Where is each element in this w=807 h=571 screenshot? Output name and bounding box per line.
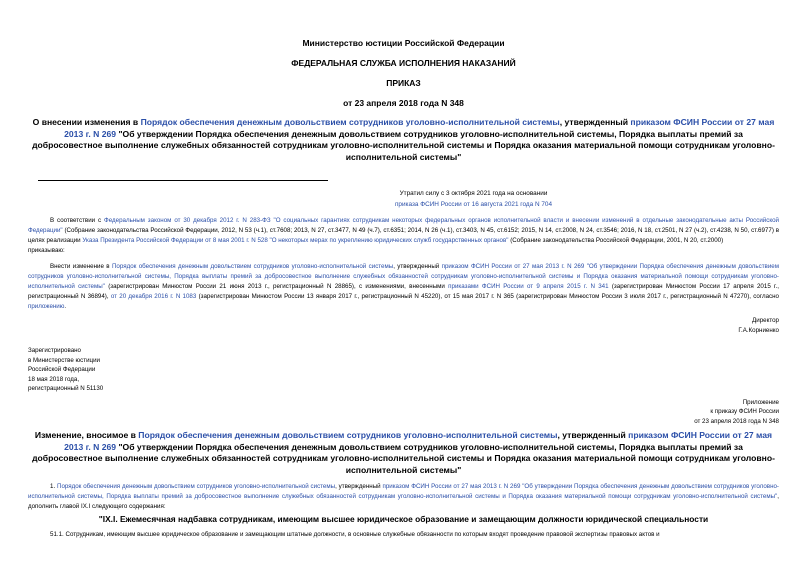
ministry-heading: Министерство юстиции Российской Федерации xyxy=(302,38,505,48)
title-link-order-269[interactable]: приказом ФСИН России от 27 мая 2013 г. N 269 xyxy=(64,117,775,139)
doc-type-heading: ПРИКАЗ xyxy=(386,78,421,88)
change-title-text-1: Изменение, вносимое в xyxy=(34,430,139,441)
signature-position: Директор xyxy=(752,317,779,324)
body-text-2: , утвержденный xyxy=(393,263,442,270)
change-title-text-2: , утвержденный xyxy=(557,430,629,441)
appendix-block xyxy=(28,398,779,427)
body-text-1: Внести изменение в xyxy=(50,263,112,270)
lost-force-text: Утратил силу с 3 октября 2021 года на основании xyxy=(399,190,548,197)
point-1-text-2: , утвержденный xyxy=(335,483,383,491)
preamble-text-1: В соответствии с xyxy=(50,217,105,224)
body-link-order-1083[interactable]: от 20 декабря 2016 г. N 1083 xyxy=(110,293,197,300)
point-1-paragraph xyxy=(28,482,779,512)
registration-line: Зарегистрировано xyxy=(28,347,81,354)
body-text-3: (зарегистрирован Минюстом России 21 июня 2013 г., регистрационный N 28865), с изменениями, внесенными xyxy=(104,283,449,290)
appendix-date: от 23 апреля 2018 года N 348 xyxy=(694,417,779,425)
preamble-link-federal-law[interactable]: Федеральным законом от 30 декабря 2012 г. N 283-ФЗ "О социальных гарантиях сотрудникам некоторых федеральных органов исполнительной власти и внесении изменений в отдельные законодательные акты Российской Федерации" xyxy=(28,217,779,234)
divider-line xyxy=(38,180,328,181)
title-link-procedure[interactable]: Порядок обеспечения денежным довольствием сотрудников уголовно-исполнительной системы xyxy=(140,117,560,127)
registration-line: регистрационный N 51130 xyxy=(28,385,104,392)
clause-51-1: 51.1. Сотрудникам, имеющим высшее юридическое образование и замещающим штатные должности, в основные служебные обязанности по которым входят проведение правовой экспертизы правовых актов и xyxy=(50,531,660,539)
body-link-procedure[interactable]: Порядок обеспечения денежным довольствием сотрудников уголовно-исполнительной системы xyxy=(111,263,394,270)
signature-block xyxy=(28,316,779,336)
lost-force-note xyxy=(28,188,779,210)
service-heading: ФЕДЕРАЛЬНАЯ СЛУЖБА ИСПОЛНЕНИЯ НАКАЗАНИЙ xyxy=(291,58,516,68)
point-1-text-1: 1. xyxy=(50,483,58,491)
body-link-order-341[interactable]: приказами ФСИН России от 9 апреля 2015 г. N 341 xyxy=(448,283,609,290)
point-1-link-procedure[interactable]: Порядок обеспечения денежным довольствием сотрудников уголовно-исполнительной системы xyxy=(57,483,336,491)
appendix-to-order: к приказу ФСИН России xyxy=(710,408,779,416)
body-link-order-269[interactable]: приказом ФСИН России от 27 мая 2013 г. N 269 "Об утверждении Порядка обеспечения денежным довольствием сотрудников уголовно-исполнительной системы, Порядка выплаты премий за добросовестное выполнение служебных обязанностей сотрудникам уголовно-исполнительной системы и Порядка оказания материальной помощи сотрудникам уголовно-исполнительной системы" xyxy=(28,263,779,290)
body-text-6: . xyxy=(64,303,67,310)
registration-line: 18 мая 2018 года, xyxy=(28,375,80,383)
body-paragraph xyxy=(28,262,779,312)
doc-date-number: от 23 апреля 2018 года N 348 xyxy=(343,98,464,108)
title-text-3: "Об утверждении Порядка обеспечения денежным довольствием сотрудников уголовно-исполнительной системы, Порядка выплаты премий за добросовестное выполнение служебных обязанностей сотрудникам уголовно-исполнительной системы и Порядка оказания материальной помощи сотрудникам уголовно-исполнительной системы" xyxy=(32,128,775,162)
appendix-label: Приложение xyxy=(742,398,779,406)
body-text-4: (зарегистрирован Минюстом России 17 апреля 2015 г., регистрационный N 36894), xyxy=(28,283,779,300)
section-heading: "IX.I. Ежемесячная надбавка сотрудникам, имеющим высшее юридическое образование и замещающим должности юридической специальности xyxy=(98,514,709,525)
preamble-paragraph xyxy=(28,216,779,246)
body-text-5: (зарегистрирован Минюстом России 13 января 2017 г., регистрационный N 45220), от 15 мая 2017 г. N 365 (зарегистрирован Минюстом России 3 июля 2017 г., регистрационный N 47270), согласно xyxy=(196,293,779,300)
registration-line: в Министерстве юстиции xyxy=(28,356,101,364)
order-title xyxy=(28,117,779,163)
change-title-link-procedure[interactable]: Порядок обеспечения денежным довольствием сотрудников уголовно-исполнительной системы xyxy=(138,430,558,441)
preamble-link-decree[interactable]: Указа Президента Российской Федерации от 8 мая 2001 г. N 528 "О некоторых мерах по укреплению юридических служб государственных органов" xyxy=(82,237,509,244)
change-title-text-3: "Об утверждении Порядка обеспечения денежным довольствием сотрудников уголовно-исполнительной системы, Порядка выплаты премий за добросовестное выполнение служебных обязанностей сотрудникам уголовно-исполнительной системы и Порядка оказания материальной помощи сотрудникам уголовно-исполнительной системы" xyxy=(32,441,775,475)
preamble-text-2: (Собрание законодательства Российской Федерации, 2012, N 53 (ч.1), ст.7608; 2013, N 27, ст.3477, N 49 (ч.7), ст.6351; 2014, N 26 (ч.1), ст.3403, N 45, ст.6152; 2015, N 14, ст.2008, N 24, ст.3546; 2016, N 18, ст.2501, N 27 (ч.2), ст.4238, N 50, ст.6977) в целях реализации xyxy=(28,227,779,244)
preamble-text-3: (Собрание законодательства Российской Федерации, 2001, N 20, ст.2000) xyxy=(508,237,724,244)
signature-name: Г.А.Корниенко xyxy=(738,327,779,334)
change-title-link-order-269[interactable]: приказом ФСИН России от 27 мая 2013 г. N 269 xyxy=(64,430,773,452)
title-text-2: , утвержденный xyxy=(559,117,631,127)
body-link-appendix[interactable]: приложению xyxy=(28,303,65,310)
point-1-text-3: , дополнить главой IX.I следующего содержания: xyxy=(28,493,779,511)
change-title xyxy=(28,430,779,476)
point-1-link-order-269[interactable]: приказом ФСИН России от 27 мая 2013 г. N 269 "Об утверждении Порядка обеспечения денежным довольствием сотрудников уголовно-исполнительной системы, Порядка выплаты премий за добросовестное выполнение служебных обязанностей сотрудникам уголовно-исполнительной системы и Порядка оказания материальной помощи сотрудникам уголовно-исполнительной системы" xyxy=(28,483,779,501)
title-text-1: О внесении изменения в xyxy=(32,117,141,127)
registration-line: Российской Федерации xyxy=(28,366,96,373)
order-word: приказываю: xyxy=(28,247,65,254)
registration-block xyxy=(28,346,779,394)
lost-force-link[interactable]: приказа ФСИН России от 16 августа 2021 года N 704 xyxy=(394,201,553,208)
